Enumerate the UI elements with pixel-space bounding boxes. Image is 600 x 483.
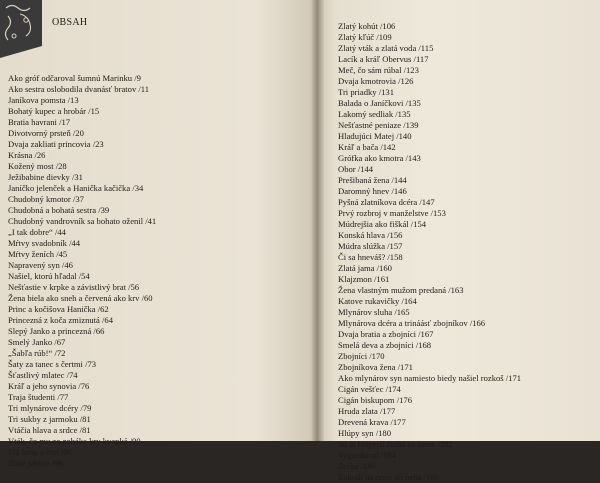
toc-entry: Janíčko jelenček a Hanička kačička /34: [8, 183, 144, 193]
toc-entry: Cigán biskupom /176: [338, 395, 413, 405]
toc-entry: Ako gróf odčaroval šumnú Marinku /9: [8, 73, 141, 83]
toc-entry: Obor /144: [338, 164, 374, 174]
toc-entry: „I tak dobre“ /44: [8, 227, 66, 237]
toc-entry: Dvaja kmotrovia /126: [338, 76, 414, 86]
toc-entry: Tri priadky /131: [338, 87, 395, 97]
toc-entry: Zbojníkova žena /171: [338, 362, 413, 372]
toc-entry: Hruda zlata /177: [338, 406, 396, 416]
toc-entry: Divotvorný prsteň /20: [8, 128, 84, 138]
toc-entry: Šaty za tanec s čertmi /73: [8, 359, 97, 369]
toc-entry: Traja študenti /77: [8, 392, 69, 402]
toc-entry: Zlatý kohút /106: [338, 21, 396, 31]
toc-entry: Prešibaná žena /144: [338, 175, 407, 185]
contents-heading: OBSAH: [52, 17, 88, 28]
toc-entry: Smelá deva a zbojníci /168: [338, 340, 432, 350]
toc-entry: Napravený syn /46: [8, 260, 73, 270]
toc-entry: Chudobný kmotor /37: [8, 194, 84, 204]
toc-entry: Zobrák na ceste do neba /188: [338, 472, 439, 482]
toc-entry: Zlá baba a čert /96: [8, 447, 72, 457]
toc-entry: Mlynárov sluha /165: [338, 307, 410, 317]
toc-entry: Princezná z koča zmiznutá /64: [8, 315, 113, 325]
toc-entry: Dvaja zakliati princovia /23: [8, 139, 104, 149]
toc-entry: Janíkova pomsta /13: [8, 95, 79, 105]
toc-entry: Ježibabine dievky /31: [8, 172, 83, 182]
toc-entry: „Šabľa rúb!“ /72: [8, 348, 66, 358]
toc-entry: Zofka /186: [338, 461, 376, 471]
toc-entry: Ako sestra oslobodila dvanásť bratov /11: [8, 84, 150, 94]
toc-entry: Cigán vešťec /174: [338, 384, 401, 394]
toc-entry: Smelý Janko /67: [8, 337, 66, 347]
toc-entry: Chudobná a bohatá sestra /39: [8, 205, 110, 215]
toc-entry: Lacík a kráľ Obervus /117: [338, 54, 429, 64]
toc-entry: Ako mlynárov syn namiesto biedy našiel rozkoš /171: [338, 373, 522, 383]
toc-entry: Daromný hnev /146: [338, 186, 407, 196]
toc-entry: Lakomý sedliak /135: [338, 109, 411, 119]
toc-list-left: [8, 73, 308, 469]
toc-entry: Žena biela ako sneh a červená ako krv /60: [8, 293, 153, 303]
toc-entry: Múdra slúžka /157: [338, 241, 403, 251]
toc-entry: Šťastlivý mlatec /74: [8, 370, 78, 380]
toc-entry: Kráľ a jeho synovia /76: [8, 381, 90, 391]
toc-entry: Krásna /26: [8, 150, 46, 160]
toc-list-right: [338, 21, 596, 483]
toc-entry: Múdrejšia ako fiškál /154: [338, 219, 427, 229]
toc-entry: Nešťastné peniaze /139: [338, 120, 419, 130]
toc-entry: Konská hlava /156: [338, 230, 403, 240]
toc-entry: Našiel, ktorú hľadal /54: [8, 271, 90, 281]
toc-entry: Zlaté jablko /98: [8, 458, 63, 468]
toc-entry: Mŕtvy ženích /45: [8, 249, 68, 259]
toc-entry: Hlúpy syn /180: [338, 428, 391, 438]
toc-entry: Mlynárova dcéra a trináásť zbojníkov /166: [338, 318, 486, 328]
toc-entry: Chudobný vandrovník sa bohato oženil /41: [8, 216, 157, 226]
toc-entry: Či sa hneváš? /158: [338, 252, 403, 262]
toc-entry: Prvý rozbroj v manželstve /153: [338, 208, 446, 218]
toc-entry: Slepý Janko a princezná /66: [8, 326, 105, 336]
toc-entry: Kráľ a bača /142: [338, 142, 396, 152]
toc-entry: Dvaja bratia a zbojníci /167: [338, 329, 434, 339]
toc-entry: Zlatý kľúč /109: [338, 32, 392, 42]
toc-entry: Nešťastie v krpke a závistlivý brat /56: [8, 282, 140, 292]
toc-entry: Drevená krava /177: [338, 417, 406, 427]
toc-entry: Princ a kočišova Hanička /62: [8, 304, 109, 314]
toc-entry: Klajzmon /161: [338, 274, 390, 284]
toc-entry: Grófka ako kmotra /143: [338, 153, 421, 163]
toc-entry: Pyšná zlatníkova dcéra /147: [338, 197, 435, 207]
toc-entry: Bratia havrani /17: [8, 117, 71, 127]
corner-ornament-icon: [0, 0, 42, 58]
toc-entry: Mŕtvy svadobník /44: [8, 238, 81, 248]
toc-entry: Hladujúci Matej /140: [338, 131, 412, 141]
toc-entry: Kožený most /28: [8, 161, 67, 171]
toc-entry: Sú aj hlúpejší ľudia na svete /182: [338, 439, 453, 449]
toc-entry: Vták, čo mu zo zobáka krv kvapká /90: [8, 436, 141, 446]
book-gutter: [312, 0, 324, 441]
toc-entry: Meč, čo sám rúbal /123: [338, 65, 419, 75]
toc-entry: Tri mlynárove dcéry /79: [8, 403, 92, 413]
toc-entry: Zlatý vták a zlatá voda /115: [338, 43, 434, 53]
toc-entry: Zbojníci /170: [338, 351, 385, 361]
toc-entry: Katove rukavičky /164: [338, 296, 417, 306]
toc-entry: Balada o Janíčkovi /135: [338, 98, 421, 108]
toc-entry: Žena vlastným mužom predaná /163: [338, 285, 464, 295]
toc-entry: Vtáčia hlava a srdce /81: [8, 425, 91, 435]
toc-entry: Zlatá jama /160: [338, 263, 392, 273]
toc-entry: Tri sukby z jarmoku /81: [8, 414, 91, 424]
toc-entry: Bohatý kupec a hrobár /15: [8, 106, 100, 116]
toc-entry: Vygazdoval /184: [338, 450, 396, 460]
